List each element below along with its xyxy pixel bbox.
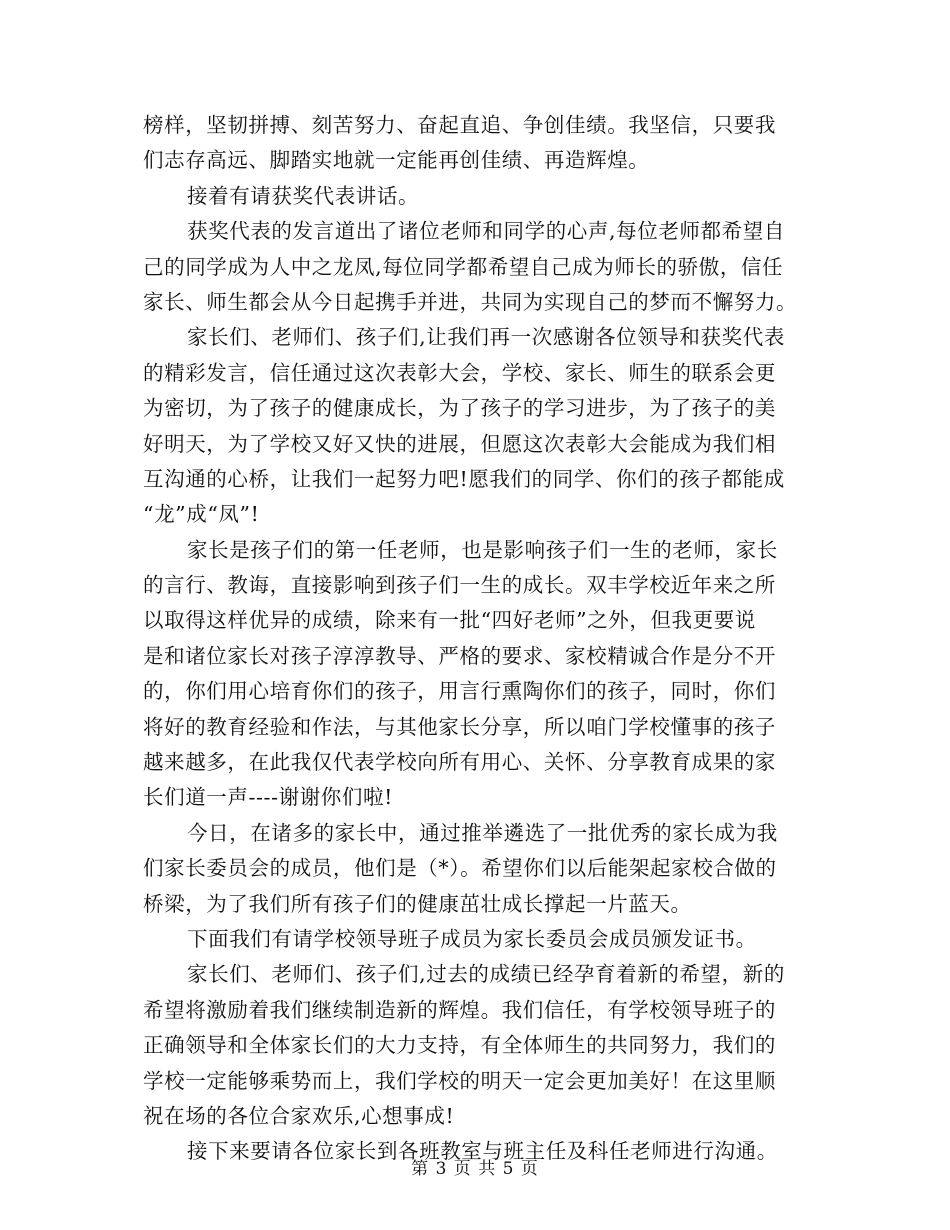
text-line: 为密切，为了孩子的健康成长，为了孩子的学习进步，为了孩子的美 xyxy=(143,396,776,421)
text-line: 希望将激励着我们继续制造新的辉煌。我们信任，有学校领导班子的 xyxy=(143,997,776,1022)
text-line: 家长们、老师们、孩子们,让我们再一次感谢各位领导和获奖代表 xyxy=(187,325,785,350)
page-footer: 第 3 页 共 5 页 xyxy=(411,1159,539,1179)
text-line: 家长、师生都会从今日起携手并进，共同为实现自己的梦而不懈努力。 xyxy=(143,289,798,314)
text-line: 桥梁，为了我们所有孩子们的健康茁壮成长撑起一片蓝天。 xyxy=(143,891,692,916)
document-body xyxy=(143,108,811,1170)
text-line: 接下来要请各位家长到各班教室与班主任及科任老师进行沟通。 xyxy=(187,1139,778,1164)
text-line: 榜样，坚韧拼搏、刻苦努力、奋起直追、争创佳绩。我坚信，只要我 xyxy=(143,113,776,137)
text-line: 家长是孩子们的第一任老师，也是影响孩子们一生的老师，家长 xyxy=(187,537,778,562)
text-line: 的，你们用心培育你们的孩子，用言行熏陶你们的孩子，同时，你们 xyxy=(143,679,776,704)
text-line: 家长们、老师们、孩子们,过去的成绩已经孕育着新的希望，新的 xyxy=(187,962,785,987)
text-line: 越来越多，在此我仅代表学校向所有用心、关怀、分享教育成果的家 xyxy=(143,750,776,775)
text-line: 将好的教育经验和作法，与其他家长分享，所以咱门学校懂事的孩子 xyxy=(143,714,776,739)
text-line: 今日，在诸多的家长中，通过推举遴选了一批优秀的家长成为我 xyxy=(187,820,778,845)
text-line: 获奖代表的发言道出了诸位老师和同学的心声,每位老师都希望自 xyxy=(187,219,785,244)
text-line: 己的同学成为人中之龙凤,每位同学都希望自己成为师长的骄傲，信任 xyxy=(143,254,784,279)
text-line: 互沟通的心桥，让我们一起努力吧!愿我们的同学、你们的孩子都能成 xyxy=(143,466,785,491)
text-line: 好明天，为了学校又好又快的进展，但愿这次表彰大会能成为我们相 xyxy=(143,431,776,456)
text-line: 祝在场的各位合家欢乐,心想事成! xyxy=(143,1103,455,1128)
text-line: 的精彩发言，信任通过这次表彰大会，学校、家长、师生的联系会更 xyxy=(143,360,776,385)
text-line: 长们道一声----谢谢你们啦! xyxy=(143,785,393,810)
text-line: 们家长委员会的成员，他们是（*）。希望你们以后能架起家校合做的 xyxy=(143,856,777,881)
text-line: 是和诸位家长对孩子淳淳教导、严格的要求、家校精诚合作是分不开 xyxy=(143,643,776,668)
text-line: 以取得这样优异的成绩，除来有一批“四好老师”之外，但我更要说 xyxy=(143,608,756,633)
text-line: 们志存高远、脚踏实地就一定能再创佳绩、再造辉煌。 xyxy=(143,148,650,173)
text-line: 学校一定能够乘势而上，我们学校的明天一定会更加美好！在这里顺 xyxy=(143,1068,776,1093)
text-line: 正确领导和全体家长们的大力支持，有全体师生的共同努力，我们的 xyxy=(143,1033,776,1058)
text-line: 接着有请获奖代表讲话。 xyxy=(187,183,420,208)
text-line: 的言行、教诲，直接影响到孩子们一生的成长。双丰学校近年来之所 xyxy=(143,573,776,598)
text-line: “龙”成“凤”! xyxy=(143,502,260,527)
text-line: 下面我们有请学校领导班子成员为家长委员会成员颁发证书。 xyxy=(187,926,757,951)
